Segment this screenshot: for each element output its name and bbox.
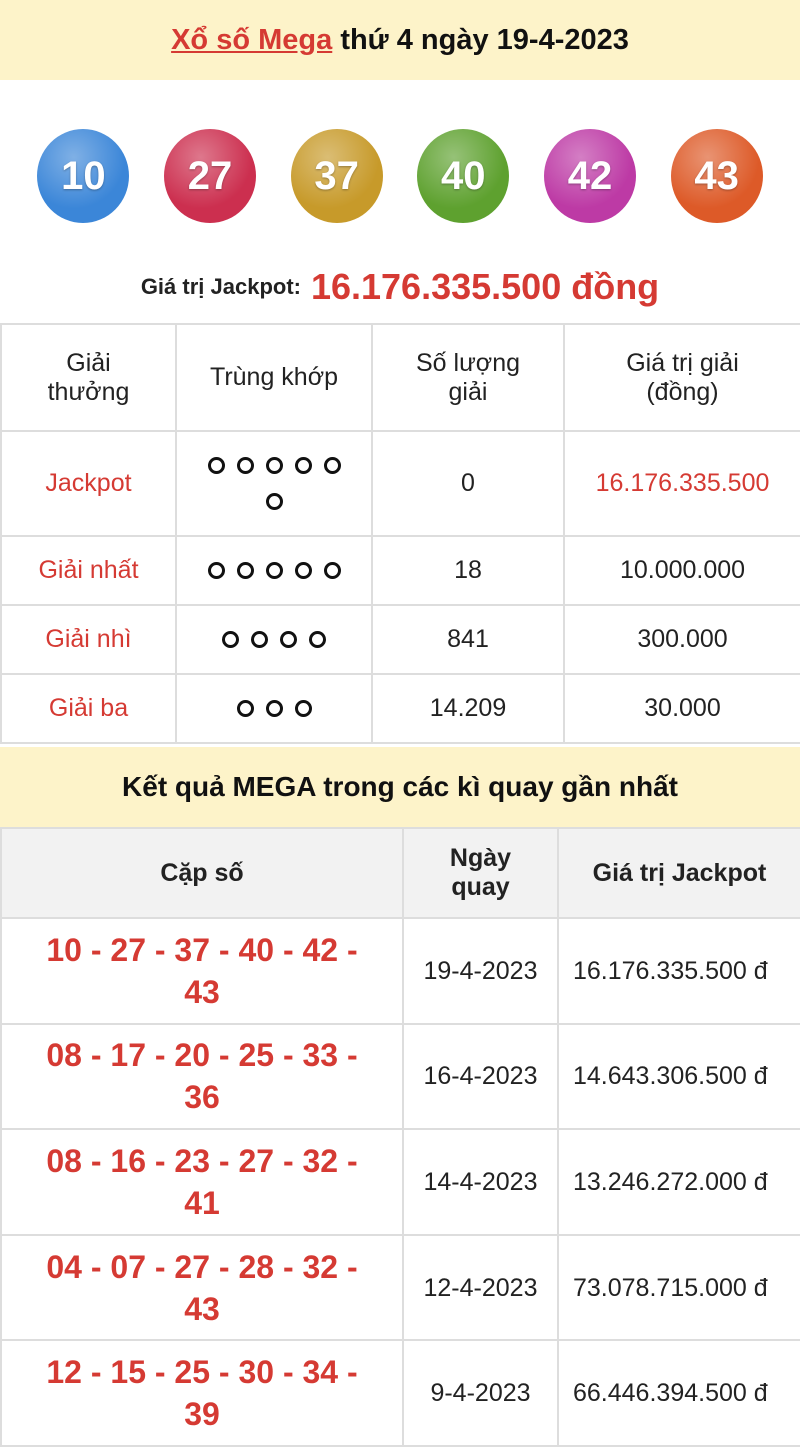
prize-name: Giải ba [1,674,176,743]
recent-results-table [0,827,800,1447]
number-ball: 42 [544,129,636,223]
table-row [1,1340,800,1446]
jackpot-label: Giá trị Jackpot: [140,273,301,299]
prize-value: 16.176.335.500 [564,431,800,536]
column-header: Trùng khớp [176,324,372,431]
column-header: Giải thưởng [1,324,176,431]
table-row [1,1235,800,1341]
title-date: thứ 4 ngày 19-4-2023 [340,23,629,56]
prize-name: Giải nhất [1,536,176,605]
draw-numbers: 10 - 27 - 37 - 40 - 42 - 43 [1,918,403,1024]
circle-icon [266,457,283,474]
prize-value: 10.000.000 [564,536,800,605]
circle-icon [222,631,239,648]
match-dots [176,674,372,743]
table-row [1,1024,800,1130]
column-header: Cặp số [1,828,403,918]
draw-date: 14-4-2023 [403,1129,558,1235]
table-row [1,605,800,674]
circle-icon [237,457,254,474]
draw-date: 9-4-2023 [403,1340,558,1446]
draw-jackpot: 16.176.335.500 đ [558,918,800,1024]
draw-date: 19-4-2023 [403,918,558,1024]
circle-icon [324,562,341,579]
prize-value: 30.000 [564,674,800,743]
draw-numbers: 04 - 07 - 27 - 28 - 32 - 43 [1,1235,403,1341]
number-ball: 43 [671,129,763,223]
number-ball: 10 [37,129,129,223]
circle-icon [295,457,312,474]
table-row [1,674,800,743]
jackpot-value [0,240,800,323]
circle-icon [237,562,254,579]
draw-jackpot: 66.446.394.500 đ [558,1340,800,1446]
match-dots [176,605,372,674]
page-title [0,0,800,80]
prize-value: 300.000 [564,605,800,674]
table-row [1,431,800,536]
table-row [1,536,800,605]
prize-count: 0 [372,431,564,536]
column-header: Giá trị Jackpot [558,828,800,918]
number-ball: 40 [417,129,509,223]
circle-icon [266,562,283,579]
circle-icon [266,700,283,717]
table-row [1,1129,800,1235]
draw-date: 12-4-2023 [403,1235,558,1341]
result-balls [0,80,800,240]
circle-icon [208,457,225,474]
prize-table [0,323,800,744]
column-header: Ngày quay [403,828,558,918]
circle-icon [324,457,341,474]
match-dots [176,431,372,536]
draw-date: 16-4-2023 [403,1024,558,1130]
circle-icon [237,700,254,717]
prize-count: 18 [372,536,564,605]
prize-name: Jackpot [1,431,176,536]
circle-icon [208,562,225,579]
circle-icon [266,493,283,510]
draw-numbers: 08 - 16 - 23 - 27 - 32 - 41 [1,1129,403,1235]
draw-jackpot: 13.246.272.000 đ [558,1129,800,1235]
number-ball: 27 [164,129,256,223]
number-ball: 37 [291,129,383,223]
circle-icon [280,631,297,648]
circle-icon [295,562,312,579]
circle-icon [295,700,312,717]
mega-link[interactable]: Xổ số Mega [171,23,333,56]
table-row [1,918,800,1024]
jackpot-amount: 16.176.335.500 đồng [310,265,660,307]
draw-jackpot: 73.078.715.000 đ [558,1235,800,1341]
draw-jackpot: 14.643.306.500 đ [558,1024,800,1130]
recent-results-title: Kết quả MEGA trong các kì quay gần nhất [0,747,800,827]
column-header: Giá trị giải (đồng) [564,324,800,431]
draw-numbers: 12 - 15 - 25 - 30 - 34 - 39 [1,1340,403,1446]
prize-name: Giải nhì [1,605,176,674]
circle-icon [309,631,326,648]
circle-icon [251,631,268,648]
prize-count: 841 [372,605,564,674]
column-header: Số lượng giải [372,324,564,431]
draw-numbers: 08 - 17 - 20 - 25 - 33 - 36 [1,1024,403,1130]
prize-count: 14.209 [372,674,564,743]
match-dots [176,536,372,605]
